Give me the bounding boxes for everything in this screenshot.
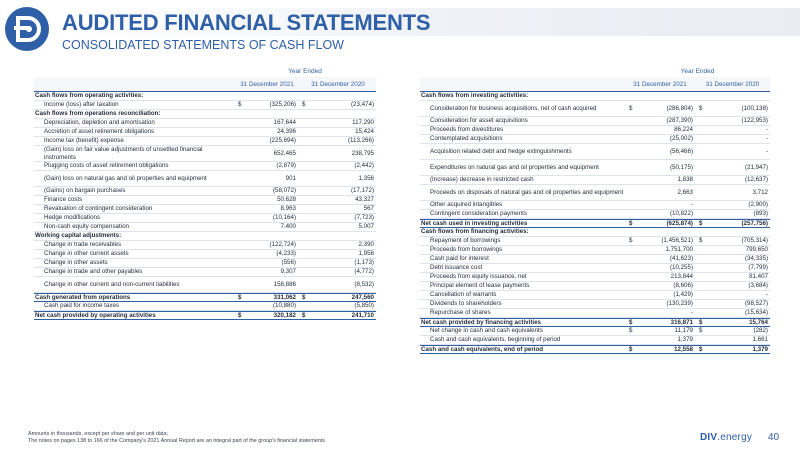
value-2021: (1,456,521): [661, 237, 693, 245]
currency-2021: $: [629, 345, 633, 353]
row-label: Accretion of asset retirement obligations: [44, 128, 155, 136]
value-2020: (21,947): [744, 163, 768, 171]
value-2021: 158,886: [273, 280, 296, 288]
row-label: Net cash provided by financing activities: [421, 318, 542, 326]
row-label: Cash and cash equivalents, end of period: [421, 345, 544, 353]
currency-2020: $: [699, 237, 703, 245]
table-row: [420, 176, 770, 185]
row-label: Acquisition related debt and hedge extinguishments: [430, 147, 572, 155]
column-2020: 31 December 2020: [311, 80, 365, 88]
value-2021: (556): [281, 259, 296, 267]
value-2021: (286,804): [666, 104, 693, 112]
value-2020: 238,795: [351, 149, 374, 157]
currency-2021: $: [629, 219, 633, 227]
table-row: [420, 255, 770, 264]
value-2021: 213,844: [670, 273, 693, 281]
value-2020: 1,379: [752, 345, 768, 353]
operating-activities-table: [34, 68, 376, 320]
page-number: 40: [768, 432, 780, 443]
table-row: [420, 300, 770, 309]
value-2020: (98,527): [744, 300, 768, 308]
table-row: [34, 162, 376, 171]
currency-2020: $: [699, 345, 703, 353]
row-label: Net change in cash and cash equivalents: [430, 327, 543, 335]
table-body: [420, 92, 770, 354]
value-2021: (10,880): [272, 302, 296, 310]
value-2021: (56,466): [669, 147, 693, 155]
year-ended-header: [420, 68, 770, 77]
row-label: (Gains) on bargain purchases: [44, 187, 126, 195]
table-row: [420, 264, 770, 273]
row-label: Cash paid for interest: [430, 255, 489, 263]
value-2021: 320,182: [273, 311, 296, 319]
value-2021: 50,628: [277, 196, 296, 204]
table-row: [34, 146, 376, 162]
row-label: Working capital adjustments:: [35, 232, 122, 240]
value-2021: (2,879): [276, 162, 296, 170]
table-row: [34, 196, 376, 205]
value-2021: 652,465: [273, 149, 296, 157]
table-row: [420, 282, 770, 291]
value-2020: 43,327: [355, 196, 374, 204]
row-label: Non-cash equity compensation: [44, 223, 129, 231]
table-row: [34, 293, 376, 302]
table-row: [34, 171, 376, 187]
value-2021: (10,822): [669, 210, 693, 218]
table-row: [420, 318, 770, 327]
table-row: [34, 205, 376, 214]
value-2021: 24,396: [277, 128, 296, 136]
value-2020: 3,712: [752, 188, 768, 196]
table-row: [420, 246, 770, 255]
row-label: Proceeds from equity issuance, net: [430, 273, 527, 281]
value-2020: 81,407: [749, 273, 768, 281]
table-row: [420, 117, 770, 126]
row-label: Cash and cash equivalents, beginning of period: [430, 336, 561, 344]
table-row: [34, 311, 376, 320]
table-row: [420, 201, 770, 210]
currency-2020: $: [302, 101, 306, 109]
value-2021: 1,838: [677, 176, 693, 184]
year-ended-label: Year Ended: [288, 68, 322, 75]
table-row: [34, 259, 376, 268]
row-label: Repayment of borrowings: [430, 237, 501, 245]
table-row: [420, 327, 770, 336]
row-label: Change in other current and non-current liabilities: [44, 280, 180, 288]
table-row: [34, 137, 376, 146]
value-2020: (100,138): [741, 104, 768, 112]
value-2021: (130,239): [666, 300, 693, 308]
table-row: [420, 126, 770, 135]
value-2020: 241,710: [351, 311, 374, 319]
value-2020: 247,560: [351, 293, 374, 301]
row-label: Finance costs: [44, 196, 83, 204]
currency-2021: $: [629, 237, 633, 245]
value-2020: 5,007: [358, 223, 374, 231]
value-2021: 86,224: [674, 126, 693, 134]
table-row: [420, 309, 770, 318]
value-2021: 7,400: [280, 223, 296, 231]
row-label: Net cash used in investing activities: [421, 219, 528, 227]
table-row: [34, 214, 376, 223]
investing-financing-table: [420, 68, 770, 354]
row-label: (Gain) loss on natural gas and oil properties and equipment: [44, 174, 207, 182]
table-row: [420, 345, 770, 354]
brand-suffix: .energy: [717, 432, 753, 443]
value-2020: (17,172): [350, 187, 374, 195]
row-label: Debt issuance cost: [430, 264, 483, 272]
table-row: [420, 336, 770, 345]
value-2021: -: [690, 309, 693, 317]
value-2021: 8,963: [280, 205, 296, 213]
value-2020: (4,772): [354, 268, 374, 276]
value-2021: (1,429): [673, 291, 693, 299]
value-2020: (1,173): [354, 259, 374, 267]
row-label: Contemplated acquisitions: [430, 135, 503, 143]
value-2021: -: [690, 201, 693, 209]
currency-2021: $: [629, 104, 633, 112]
value-2021: 167,644: [273, 119, 296, 127]
value-2020: (282): [753, 327, 768, 335]
row-label: Other acquired intangibles: [430, 201, 503, 209]
value-2020: (113,266): [347, 137, 374, 145]
value-2021: 316,871: [670, 318, 693, 326]
currency-2020: $: [699, 104, 703, 112]
column-headers: [420, 77, 770, 92]
value-2020: 799,650: [745, 246, 768, 254]
row-label: Cash flows from financing activities:: [421, 228, 529, 236]
value-2021: 11,179: [674, 327, 693, 335]
row-label: Cash paid for income taxes: [44, 302, 119, 310]
page-title: AUDITED FINANCIAL STATEMENTS: [62, 10, 431, 35]
value-2020: 567: [363, 205, 374, 213]
value-2020: -: [765, 291, 768, 299]
table-row: [34, 223, 376, 232]
table-row: [420, 135, 770, 144]
row-label: Cancellation of warrants: [430, 291, 497, 299]
brand-wordmark: [700, 432, 752, 443]
currency-2020: $: [699, 318, 703, 326]
row-label: Cash generated from operations: [35, 293, 131, 301]
div-energy-logo-icon: [4, 6, 50, 52]
value-2020: (257,756): [741, 219, 768, 227]
page-subtitle: CONSOLIDATED STATEMENTS OF CASH FLOW: [62, 38, 344, 52]
currency-2021: $: [629, 327, 633, 335]
value-2021: 12,558: [674, 345, 693, 353]
value-2021: (625,874): [666, 219, 693, 227]
value-2021: (225,694): [269, 137, 296, 145]
row-label: Change in other current assets: [44, 250, 129, 258]
table-row: [420, 237, 770, 246]
year-ended-header: [34, 68, 376, 77]
value-2021: 1,379: [677, 336, 693, 344]
value-2020: 1,661: [752, 336, 768, 344]
value-2020: (7,799): [748, 264, 768, 272]
row-label: Consideration for business acquisitions, net of cash acquired: [430, 104, 597, 112]
value-2020: (2,442): [354, 162, 374, 170]
value-2021: 2,663: [677, 188, 693, 196]
value-2020: -: [765, 147, 768, 155]
value-2020: 1,356: [358, 174, 374, 182]
table-row: [34, 101, 376, 110]
value-2020: (122,953): [741, 117, 768, 125]
table-row: [420, 92, 770, 101]
column-2020: 31 December 2020: [705, 80, 760, 88]
currency-2021: $: [238, 293, 242, 301]
value-2021: (10,255): [669, 264, 693, 272]
value-2020: 15,424: [355, 128, 374, 136]
table-row: [34, 277, 376, 293]
table-row: [420, 291, 770, 300]
value-2021: 331,062: [273, 293, 296, 301]
row-label: Income tax (benefit) expense: [44, 137, 124, 145]
row-label: Proceeds from divestitures: [430, 126, 504, 134]
value-2020: (8,532): [354, 280, 374, 288]
table-row: [420, 144, 770, 160]
currency-2020: $: [302, 311, 306, 319]
currency-2020: $: [699, 219, 703, 227]
value-2020: (3,684): [748, 282, 768, 290]
row-label: Repurchase of shares: [430, 309, 491, 317]
row-label: Revaluation of contingent consideration: [44, 205, 153, 213]
row-label: Proceeds on disposals of natural gas and oil properties and equipment: [430, 188, 624, 196]
table-row: [34, 110, 376, 119]
value-2021: 901: [285, 174, 296, 182]
row-label: (Increase) decrease in restricted cash: [430, 176, 534, 184]
value-2020: 117,290: [352, 119, 374, 127]
row-label: Change in trade receivables: [44, 241, 122, 249]
currency-2020: $: [302, 293, 306, 301]
table-row: [34, 187, 376, 196]
value-2021: (50,175): [669, 163, 693, 171]
value-2020: -: [765, 135, 768, 143]
value-2020: (12,637): [744, 176, 768, 184]
row-label: Change in trade and other payables: [44, 268, 143, 276]
value-2020: (2,900): [748, 201, 768, 209]
row-label: Cash flows from operating activities:: [35, 92, 144, 100]
value-2020: (705,314): [741, 237, 768, 245]
value-2021: (4,233): [276, 250, 296, 258]
brand-div: DIV: [700, 432, 718, 443]
row-label: Principal element of lease payments: [430, 282, 530, 290]
row-label: Depreciation, depletion and amortisation: [44, 119, 155, 127]
value-2021: (25,002): [669, 135, 693, 143]
value-2021: (41,623): [669, 255, 693, 263]
row-label: Proceeds from borrowings: [430, 246, 503, 254]
row-label: Cash flows from operations reconciliation:: [35, 110, 161, 118]
value-2020: (7,723): [354, 214, 374, 222]
table-row: [420, 273, 770, 282]
footnote-line-2: The notes on pages 138 to 166 of the Company's 2021 Annual Report are an integral part of the group's financial statements: [28, 438, 325, 444]
table-row: [420, 185, 770, 201]
value-2021: (287,390): [666, 117, 693, 125]
row-label: (Gain) loss on fair value adjustments of unsettled financial instruments: [44, 145, 203, 161]
value-2020: 1,958: [358, 250, 374, 258]
table-row: [34, 268, 376, 277]
value-2020: (34,335): [744, 255, 768, 263]
row-label: Dividends to shareholders: [430, 300, 502, 308]
value-2020: (15,634): [744, 309, 768, 317]
table-row: [420, 210, 770, 219]
value-2020: (893): [753, 210, 768, 218]
value-2020: 2,390: [358, 241, 374, 249]
value-2020: 15,764: [749, 318, 768, 326]
value-2021: (10,164): [272, 214, 296, 222]
table-row: [420, 101, 770, 117]
table-row: [34, 119, 376, 128]
row-label: Expenditures on natural gas and oil properties and equipment: [430, 163, 599, 171]
table-row: [34, 128, 376, 137]
value-2021: (8,606): [673, 282, 693, 290]
currency-2020: $: [699, 327, 703, 335]
currency-2021: $: [629, 318, 633, 326]
table-row: [34, 302, 376, 311]
value-2021: (58,072): [272, 187, 296, 195]
table-row: [34, 250, 376, 259]
row-label: Change in other assets: [44, 259, 108, 267]
value-2020: (5,850): [354, 302, 374, 310]
value-2021: (325,206): [269, 101, 296, 109]
currency-2021: $: [238, 101, 242, 109]
row-label: Contingent consideration payments: [430, 210, 527, 218]
footnote: [28, 431, 325, 445]
row-label: Hedge modifications: [44, 214, 101, 222]
table-row: [34, 92, 376, 101]
value-2021: 1,751,700: [665, 246, 693, 254]
column-2021: 31 December 2021: [240, 80, 294, 88]
row-label: Income (loss) after taxation: [44, 101, 119, 109]
row-label: Consideration for asset acquisitions: [430, 117, 528, 125]
footnote-line-1: Amounts in thousands, except per share and per unit data;: [28, 431, 168, 437]
table-row: [34, 232, 376, 241]
table-row: [34, 241, 376, 250]
value-2020: -: [765, 126, 768, 134]
row-label: Plugging costs of asset retirement obligations: [44, 162, 169, 170]
currency-2021: $: [238, 311, 242, 319]
table-row: [420, 219, 770, 228]
value-2020: (23,474): [350, 101, 374, 109]
column-2021: 31 December 2021: [633, 80, 687, 88]
table-body: [34, 92, 376, 320]
table-row: [420, 160, 770, 176]
table-row: [420, 228, 770, 237]
row-label: Cash flows from investing activities:: [421, 92, 529, 100]
row-label: Net cash provided by operating activities: [35, 311, 156, 319]
value-2021: 9,307: [280, 268, 296, 276]
value-2021: (122,724): [269, 241, 296, 249]
column-headers: [34, 77, 376, 92]
year-ended-label: Year Ended: [680, 68, 715, 75]
